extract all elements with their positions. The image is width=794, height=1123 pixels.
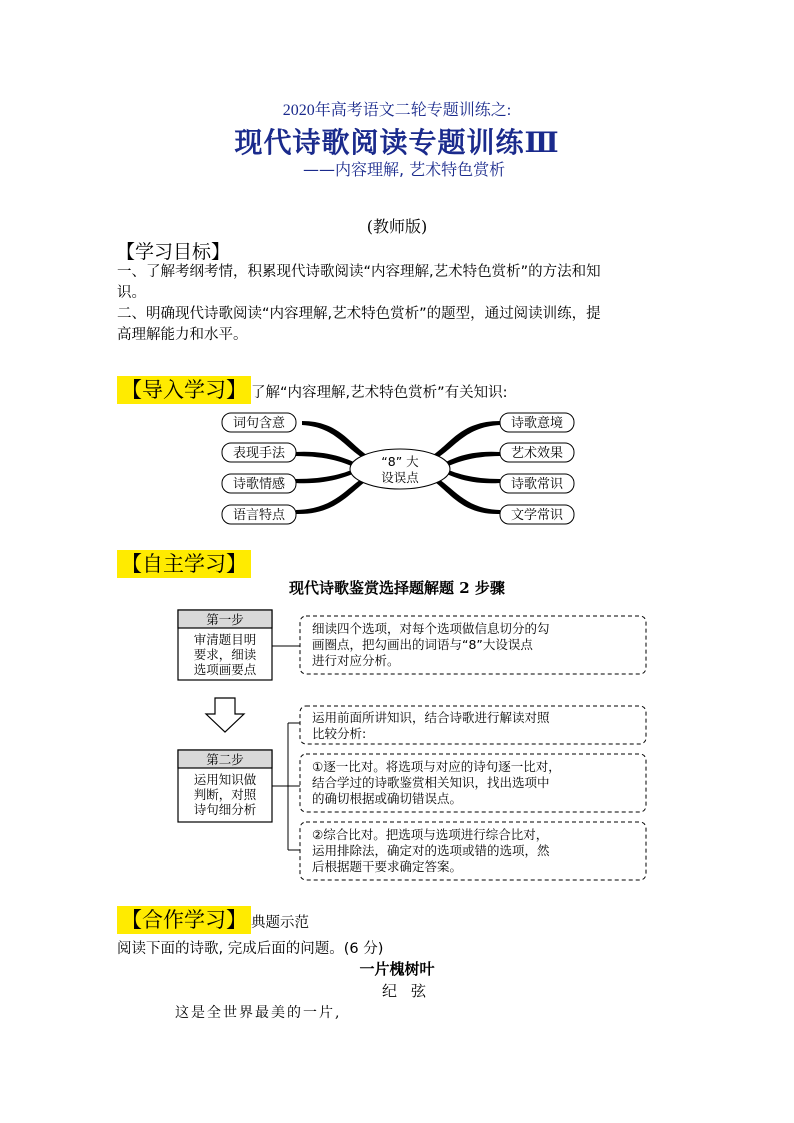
step2-title: 第二步 [206, 752, 244, 767]
step1-body-1: 审清题目明 [193, 632, 257, 647]
coop-note: 典题示范 [251, 915, 309, 931]
self-study-tag: 【自主学习】 [117, 550, 251, 578]
step1-body-3: 选项画要点 [193, 662, 257, 677]
page-title: 现代诗歌阅读专题训练Ⅲ [234, 126, 560, 159]
objective-2-line-2: 高理解能力和水平。 [117, 327, 248, 343]
node-right-2-label: 艺术效果 [510, 446, 564, 461]
page-subtitle: ——内容理解, 艺术特色赏析 [303, 160, 506, 179]
coop-tag: 【合作学习】 [117, 906, 251, 934]
node-left-2-label: 表现手法 [232, 446, 286, 461]
step2-body-2: 判断，对照 [193, 787, 257, 802]
step2-desc1-2: 比较分析: [312, 726, 367, 741]
steps-diagram [170, 600, 660, 890]
steps-diagram-title: 现代诗歌鉴赏选择题解题 2 步骤 [289, 579, 505, 597]
step1-desc-1: 细读四个选项，对每个选项做信息切分的勾 [312, 621, 550, 636]
center-line-2: 设误点 [381, 470, 419, 485]
down-arrow-icon [206, 698, 244, 732]
self-study-section-header [117, 550, 251, 578]
objective-1-line-1: 一、了解考纲考情，积累现代诗歌阅读“内容理解,艺术特色赏析”的方法和知 [117, 264, 601, 280]
step1-title: 第一步 [206, 612, 244, 627]
node-right-3-label: 诗歌常识 [510, 477, 564, 492]
edition-label: (教师版) [366, 217, 428, 236]
step1-desc-3: 进行对应分析。 [312, 653, 400, 668]
node-left-4-label: 语言特点 [232, 508, 286, 523]
intro-section-header [117, 376, 508, 404]
mindmap-diagram [210, 405, 590, 535]
step2-desc3-2: 运用排除法，确定对的选项或错的选项，然 [312, 843, 550, 858]
intro-tag: 【导入学习】 [117, 376, 251, 404]
node-left-1-label: 词句含意 [232, 416, 286, 431]
step2-body-3: 诗句细分析 [193, 802, 257, 817]
question-instruction: 阅读下面的诗歌, 完成后面的问题。(6 分) [117, 941, 384, 957]
objective-2-line-1: 二、明确现代诗歌阅读“内容理解,艺术特色赏析”的题型，通过阅读训练，提 [117, 306, 601, 322]
step1-desc-2: 画圈点，把勾画出的词语与“8”大设误点 [312, 637, 533, 652]
step1-box [178, 610, 272, 680]
header-subtitle: 2020年高考语文二轮专题训练之: [282, 102, 512, 119]
step2-desc3-1: ②综合比对。把选项与选项进行综合比对， [312, 827, 549, 842]
poem-title: 一片槐树叶 [359, 960, 435, 978]
node-left-3-label: 诗歌情感 [232, 477, 286, 492]
step2-box [178, 750, 272, 822]
step2-bracket [272, 723, 300, 850]
step2-desc3-3: 后根据题干要求确定答案。 [312, 859, 463, 874]
step2-desc2-1: ①逐一比对。将选项与对应的诗句逐一比对， [312, 759, 561, 774]
node-right-1-label: 诗歌意境 [510, 416, 564, 431]
step2-desc2-2: 结合学过的诗歌鉴赏相关知识，找出选项中 [312, 775, 550, 790]
coop-section-header [117, 906, 309, 934]
intro-note: 了解“内容理解,艺术特色赏析”有关知识: [251, 385, 508, 401]
step2-body-1: 运用知识做 [193, 772, 257, 787]
step1-body-2: 要求，细读 [193, 647, 257, 662]
step2-desc2-3: 的确切根据或确切错误点。 [312, 791, 463, 806]
objectives-heading: 【学习目标】 [116, 241, 231, 263]
poem-line-1: 这是全世界最美的一片, [175, 1005, 342, 1021]
node-right-4-label: 文学常识 [510, 508, 564, 523]
center-line-1: “8” 大 [381, 454, 419, 469]
step2-desc1-1: 运用前面所讲知识，结合诗歌进行解读对照 [312, 710, 550, 725]
poem-author: 纪弦 [381, 982, 440, 1000]
objective-1-line-2: 识。 [117, 285, 146, 301]
